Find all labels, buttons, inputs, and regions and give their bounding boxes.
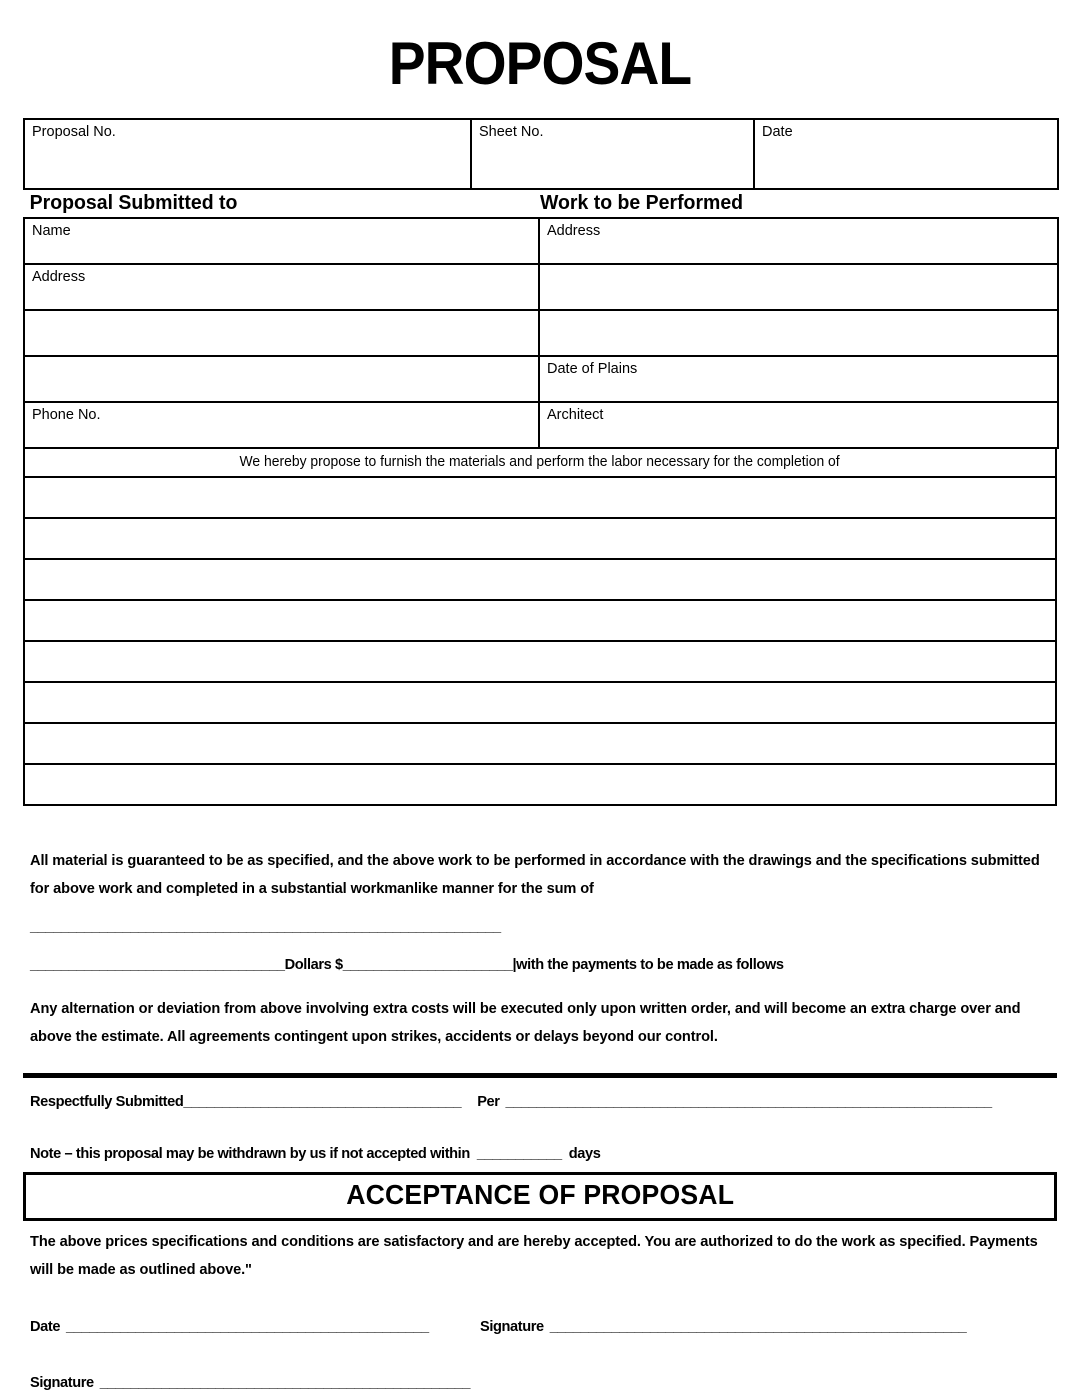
acceptance-signature-group [480,1317,1050,1339]
dollars-amount-blank[interactable]: ______________________ [342,957,513,974]
address-field[interactable] [24,264,539,310]
work-line-5[interactable] [24,641,1056,682]
acceptance-of-proposal-title: ACCEPTANCE OF PROPOSAL [346,1178,734,1210]
work-line-1[interactable] [24,477,1056,518]
acceptance-paragraph: The above prices specifications and conditions are satisfactory and are hereby accepted. You are authorized to do the work as specified. Payments will be made as outlined above." [30,1233,1038,1278]
respectfully-submitted-row [30,1092,1050,1114]
header-info-table [23,118,1059,190]
page-title: PROPOSAL [388,30,692,97]
work-address-line3-field[interactable] [539,310,1058,356]
date-field[interactable] [754,119,1058,189]
table-row [24,402,1058,448]
phone-no-label: Phone No. [32,406,101,423]
address-line3-field[interactable] [24,356,539,402]
architect-label: Architect [547,406,604,423]
phone-no-field[interactable] [24,402,539,448]
table-row [24,518,1056,559]
dollars-label: Dollars $ [284,957,343,974]
heading-proposal-submitted-to: Proposal Submitted to [29,191,238,214]
section-headings-row [23,192,1057,215]
sheet-no-label: Sheet No. [479,124,544,140]
work-description-table [23,447,1057,807]
guarantee-paragraph: All material is guaranteed to be as specified, and the above work to be performed in accordance with the drawings and the specifications submitted for above work and completed in a substantial workmanlike manner for the sum of [30,853,1040,898]
acceptance-signature-label-2: Signature [30,1374,94,1391]
table-row [24,764,1056,805]
sum-blank-line[interactable]: _____________________________________________________________ [30,919,501,936]
sheet-no-field[interactable] [471,119,754,189]
acceptance-signature-row-2 [30,1373,1050,1395]
work-address-line2-field[interactable] [539,264,1058,310]
table-row [24,682,1056,723]
proposal-no-label: Proposal No. [32,124,116,140]
acceptance-signature-blank[interactable]: ______________________________________________________ [549,1318,967,1335]
acceptance-date-group [30,1317,480,1339]
work-address-field[interactable] [539,218,1058,264]
party-details-table [23,217,1059,449]
respectfully-submitted-blank[interactable]: ____________________________________ [183,1094,462,1111]
table-row [24,559,1056,600]
name-field[interactable] [24,218,539,264]
table-row [24,218,1058,264]
dollars-line [30,955,1050,977]
architect-field[interactable] [539,402,1058,448]
acceptance-signature-label: Signature [480,1318,544,1335]
date-of-plains-field[interactable] [539,356,1058,402]
table-row [24,600,1056,641]
table-row [24,356,1058,402]
address-line2-field[interactable] [24,310,539,356]
table-row [24,641,1056,682]
name-label: Name [32,222,71,239]
alteration-paragraph: Any alternation or deviation from above involving extra costs will be executed only upon written order, and will become an extra charge over and above the estimate. All agreements contingent upon strikes, accidents or delays beyond our control. [30,1001,1021,1046]
withdrawal-days-blank[interactable]: ___________ [476,1145,562,1162]
work-line-7[interactable] [24,723,1056,764]
respectfully-submitted-label: Respectfully Submitted [30,1094,184,1111]
per-label: Per [477,1094,500,1111]
acceptance-signature-row-1 [30,1317,1050,1339]
proposal-no-field[interactable] [24,119,471,189]
acceptance-title-box [23,1172,1057,1221]
acceptance-block [23,1221,1057,1395]
withdrawal-days-label: days [568,1145,601,1162]
table-row [24,264,1058,310]
acceptance-date-label: Date [30,1318,61,1335]
work-line-3[interactable] [24,559,1056,600]
date-label: Date [762,124,793,140]
withdrawal-note-row [30,1144,1050,1166]
heading-work-to-be-performed: Work to be Performed [540,191,744,214]
work-line-6[interactable] [24,682,1056,723]
per-blank[interactable]: _______________________________________________________________ [505,1094,992,1111]
acceptance-date-blank[interactable]: _______________________________________________ [66,1318,429,1335]
withdrawal-note-text: Note – this proposal may be withdrawn by us if not accepted within [30,1145,470,1162]
payments-text: |with the payments to be made as follows [512,957,784,974]
terms-block [23,847,1057,1051]
work-line-4[interactable] [24,600,1056,641]
table-row [24,723,1056,764]
work-line-2[interactable] [24,518,1056,559]
table-row [24,477,1056,518]
table-row [24,119,1058,189]
work-address-label: Address [547,222,601,239]
date-of-plains-label: Date of Plains [547,360,638,377]
dollars-amount-words-blank[interactable]: _________________________________ [30,957,285,974]
acceptance-signature-blank-2[interactable]: ________________________________________________ [99,1374,471,1391]
address-label: Address [32,268,86,285]
we-hereby-propose-heading-cell [24,448,1056,478]
submission-block [23,1092,1057,1166]
work-line-8[interactable] [24,764,1056,805]
we-hereby-propose-heading: We hereby propose to furnish the materials and perform the labor necessary for the completion of [239,453,841,470]
table-row [24,448,1056,478]
table-row [24,310,1058,356]
